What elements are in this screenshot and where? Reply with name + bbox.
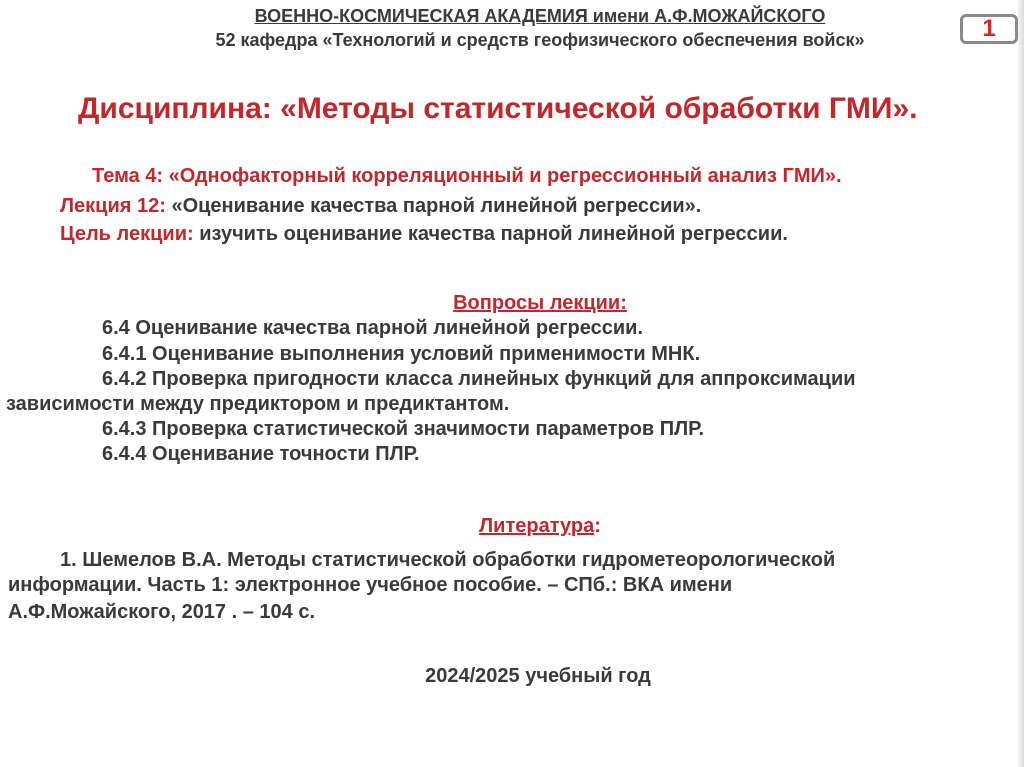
literature-heading <box>0 515 1024 538</box>
question-item-continuation: зависимости между предиктором и предиктантом. <box>6 393 510 415</box>
questions-heading: Вопросы лекции: <box>453 292 627 314</box>
discipline-title: Дисциплина: «Методы статистической обработки ГМИ». <box>78 92 918 125</box>
slide-number-badge: 1 <box>960 14 1018 44</box>
lecture-text: «Оценивание качества парной линейной регрессии». <box>165 195 702 217</box>
question-item: 6.4 Оценивание качества парной линейной регрессии. <box>102 317 644 339</box>
lecture-line <box>60 195 701 218</box>
literature-line: А.Ф.Можайского, 2017 . – 104 с. <box>8 601 316 623</box>
topic-line: Тема 4: «Однофакторный корреляционный и регрессионный анализ ГМИ». <box>92 165 842 187</box>
academy-title: ВОЕННО-КОСМИЧЕСКАЯ АКАДЕМИЯ имени А.Ф.МОЖАЙСКОГО <box>254 6 826 26</box>
academic-year: 2024/2025 учебный год <box>425 665 651 687</box>
question-item: 6.4.2 Проверка пригодности класса линейных функций для аппроксимации <box>102 368 856 390</box>
slide-edge-shadow <box>1018 0 1024 767</box>
goal-text: изучить оценивание качества парной линейной регрессии. <box>193 223 788 245</box>
question-item: 6.4.3 Проверка статистической значимости параметров ПЛР. <box>102 418 705 440</box>
question-item: 6.4.1 Оценивание выполнения условий применимости МНК. <box>102 343 701 365</box>
question-item: 6.4.4 Оценивание точности ПЛР. <box>102 443 420 465</box>
goal-line <box>60 223 788 246</box>
lecture-label: Лекция 12: <box>60 195 166 217</box>
department-title: 52 кафедра «Технологий и средств геофизического обеспечения войск» <box>215 30 865 50</box>
literature-line: информации. Часть 1: электронное учебное пособие. – СПб.: ВКА имени <box>8 574 733 596</box>
literature-line: 1. Шемелов В.А. Методы статистической обработки гидрометеорологической <box>60 549 836 571</box>
literature-heading-text: Литература <box>479 515 595 537</box>
goal-label: Цель лекции: <box>60 223 194 245</box>
literature-heading-colon: : <box>594 515 601 537</box>
